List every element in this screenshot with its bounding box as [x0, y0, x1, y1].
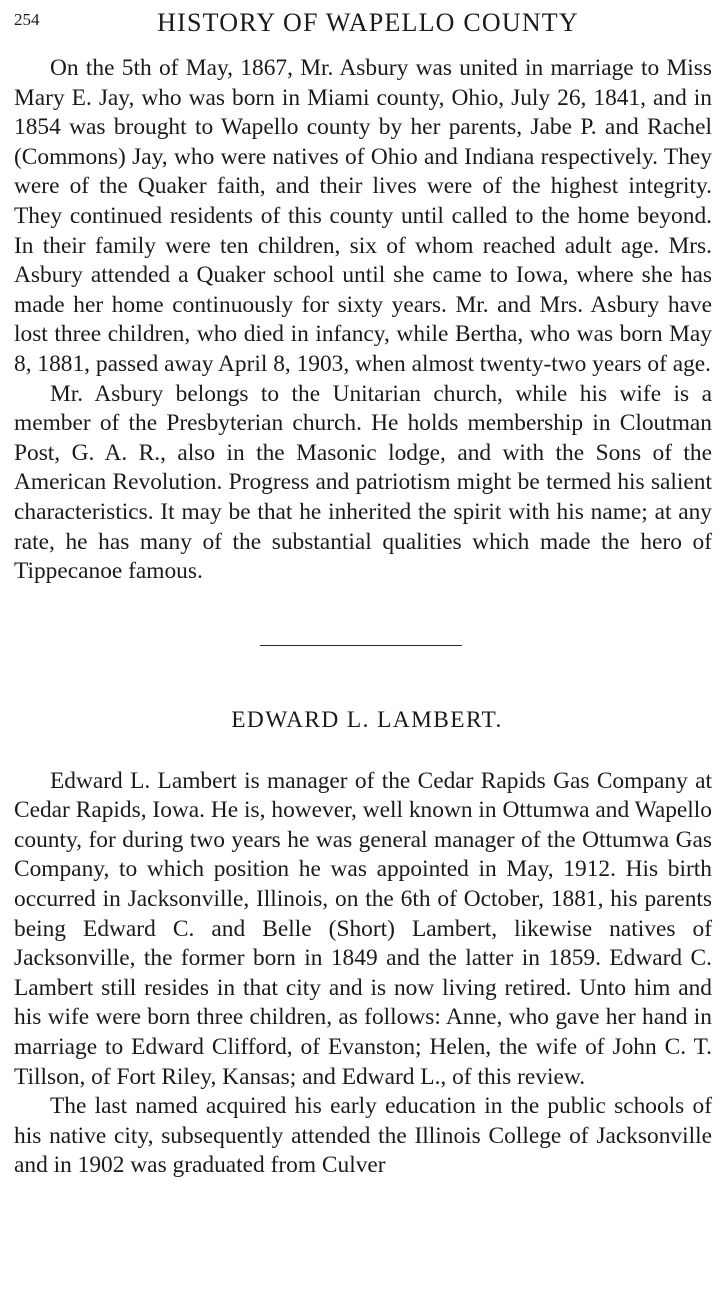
section-body: [14, 767, 712, 1181]
body-paragraph-marriage: On the 5th of May, 1867, Mr. Asbury was united in marriage to Miss Mary E. Jay, who was born in Miami county, Ohio, July 26, 1841, and in 1854 was brought to Wapello county by her parents, Jabe P. and Rachel (Commons) Jay, who were natives of Ohio and Indiana respectively. They were of the Quaker faith, and their lives were of the highest integrity. They continued residents of this county until called to the home beyond. In their family were ten children, six of whom reached adult age. Mrs. Asbury attended a Quaker school until she came to Iowa, where she has made her home continuously for sixty years. Mr. and Mrs. Asbury have lost three children, who died in infancy, while Bertha, who was born May 8, 1881, passed away April 8, 1903, when almost twenty-two years of age.: [14, 55, 712, 377]
book-page: [14, 0, 712, 1181]
running-header: [14, 0, 712, 44]
divider-rule: [260, 645, 462, 646]
body-paragraph-lambert-intro: Edward L. Lambert is manager of the Cedar Rapids Gas Company at Cedar Rapids, Iowa. He is, however, well known in Ottumwa and Wapello county, for during two years he was general manager of the Ottumwa Gas Company, to which position he was appointed in May, 1912. His birth occurred in Jacksonville, Illinois, on the 6th of October, 1881, his parents being Edward C. and Belle (Short) Lambert, likewise natives of Jacksonville, the former born in 1849 and the latter in 1859. Edward C. Lambert still resides in that city and is now living retired. Unto him and his wife were born three children, as follows: Anne, who gave her hand in marriage to Edward Clifford, of Evanston; Helen, the wife of John C. T. Tillson, of Fort Riley, Kansas; and Edward L., of this review.: [14, 767, 712, 1090]
page-number: 254: [14, 10, 40, 29]
section-divider: [14, 587, 712, 647]
body-paragraph-church: Mr. Asbury belongs to the Unitarian church, while his wife is a member of the Presbyterian church. He holds membership in Cloutman Post, G. A. R., also in the Masonic lodge, and with the Sons of the American Revolution. Progress and patriotism might be termed his salient characteristics. It may be that he inherited the spirit with his name; at any rate, he has many of the substantial qualities which made the hero of Tippecanoe famous.: [14, 380, 712, 585]
running-title: HISTORY OF WAPELLO COUNTY: [157, 8, 579, 37]
section-heading: EDWARD L. LAMBERT.: [231, 706, 503, 733]
body-paragraph-lambert-education: The last named acquired his early education in the public schools of his native city, subsequently attended the Illinois College of Jacksonville and in 1902 was graduated from Culver: [14, 1093, 712, 1179]
